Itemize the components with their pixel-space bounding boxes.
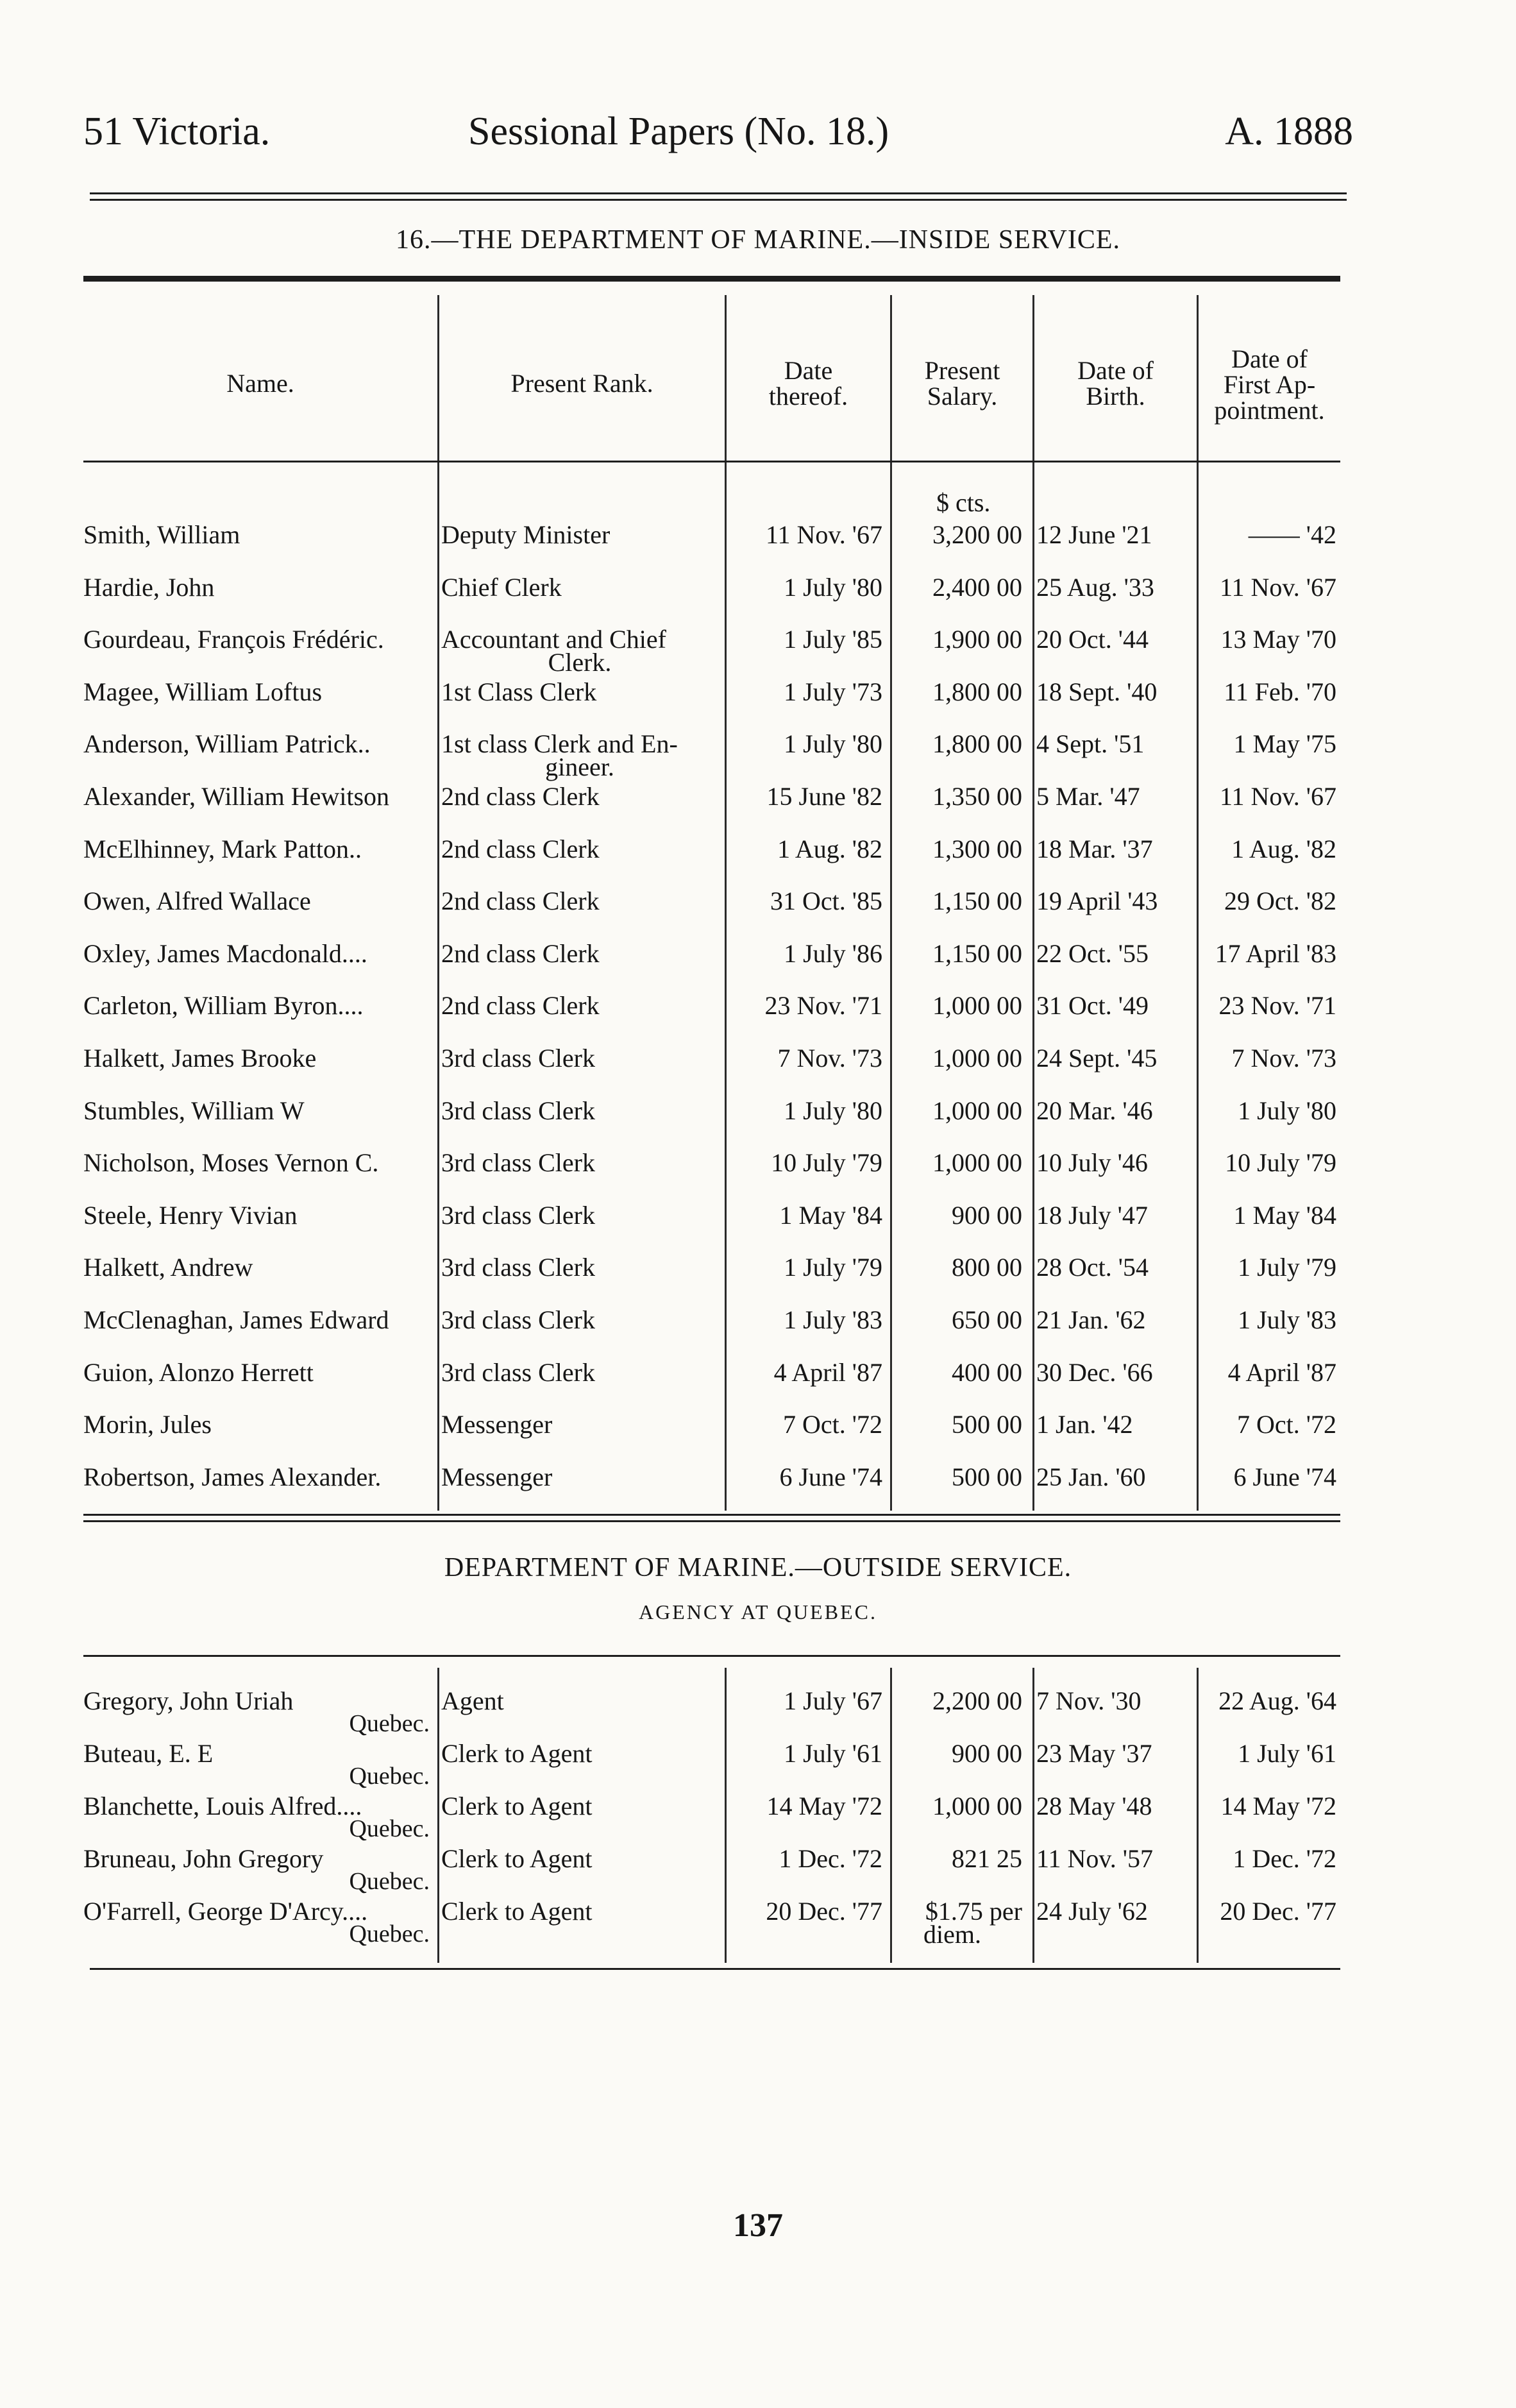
col-line-1: [437, 295, 439, 1511]
cell-first: 20 Dec. '77: [1220, 1897, 1336, 1926]
outside-service-title: DEPARTMENT OF MARINE.—OUTSIDE SERVICE.: [444, 1553, 1072, 1582]
cell-name: Oxley, James Macdonald....: [83, 940, 367, 968]
cell-date: 1 July '61: [784, 1740, 882, 1768]
col-header-name: Name.: [226, 369, 294, 398]
cell-salary: 1,000 00: [932, 992, 1022, 1020]
inside-service-title: 16.—THE DEPARTMENT OF MARINE.—INSIDE SERVICE.: [396, 225, 1120, 255]
cell-date: 1 July '80: [784, 1097, 882, 1125]
col-line-2: [725, 295, 727, 1511]
cell-name: Steele, Henry Vivian: [83, 1201, 298, 1230]
cell-birth: 12 June '21: [1036, 521, 1152, 549]
cell-first: —— '42: [1248, 521, 1336, 549]
page-number: 137: [733, 2207, 783, 2244]
cell-name: Magee, William Loftus: [83, 678, 323, 706]
cell-date: 1 May '84: [779, 1201, 882, 1230]
cell-date: 1 July '79: [784, 1253, 882, 1282]
cell-rank: 1st Class Clerk: [441, 678, 597, 706]
cell-first: 4 April '87: [1227, 1359, 1336, 1387]
cell-birth: 25 Jan. '60: [1036, 1463, 1146, 1491]
cell-name: Carleton, William Byron....: [83, 992, 364, 1020]
header-left: 51 Victoria.: [83, 110, 271, 153]
cell-date: 15 June '82: [766, 783, 882, 811]
cell-salary: 1,000 00: [932, 1097, 1022, 1125]
header-center: Sessional Papers (No. 18.): [468, 110, 889, 153]
cell-date: 20 Dec. '77: [766, 1897, 882, 1926]
cell-rank: Clerk to Agent: [441, 1740, 593, 1768]
cell-salary: 1,900 00: [932, 625, 1022, 654]
cell-salary: 1,150 00: [932, 887, 1022, 915]
cell-name: Alexander, William Hewitson: [83, 783, 390, 811]
cell-birth: 21 Jan. '62: [1036, 1306, 1146, 1334]
cell-birth: 22 Oct. '55: [1036, 940, 1149, 968]
cell-rank: Clerk to Agent: [441, 1845, 593, 1873]
cell-place: Quebec.: [349, 1815, 430, 1842]
cell-name: McClenaghan, James Edward: [83, 1306, 389, 1334]
cell-name: Morin, Jules: [83, 1411, 212, 1439]
cell-rank: Messenger: [441, 1463, 553, 1491]
cell-date: 1 July '83: [784, 1306, 882, 1334]
cell-birth: 7 Nov. '30: [1036, 1687, 1141, 1715]
cell-birth: 30 Dec. '66: [1036, 1359, 1153, 1387]
agency-subtitle: AGENCY AT QUEBEC.: [639, 1600, 877, 1624]
cell-date: 6 June '74: [779, 1463, 882, 1491]
cell-salary: $1.75 per: [925, 1897, 1022, 1926]
cell-name: Bruneau, John Gregory: [83, 1845, 324, 1873]
cell-birth: 28 May '48: [1036, 1792, 1152, 1820]
cell-first: 1 Dec. '72: [1233, 1845, 1336, 1873]
cell-birth: 20 Mar. '46: [1036, 1097, 1153, 1125]
cell-rank: 3rd class Clerk: [441, 1306, 595, 1334]
cell-first: 23 Nov. '71: [1218, 992, 1336, 1020]
inside-table-end-rule-2: [83, 1520, 1340, 1522]
cell-rank: 2nd class Clerk: [441, 835, 600, 863]
cell-rank: 2nd class Clerk: [441, 887, 600, 915]
cell-rank: Accountant and Chief: [441, 625, 666, 654]
cell-birth: 10 July '46: [1036, 1149, 1148, 1177]
cell-salary: 500 00: [952, 1411, 1022, 1439]
cell-salary: 800 00: [952, 1253, 1022, 1282]
cell-birth: 20 Oct. '44: [1036, 625, 1149, 654]
col-line-5: [1197, 295, 1199, 1511]
cell-salary: 500 00: [952, 1463, 1022, 1491]
cell-birth: 18 Sept. '40: [1036, 678, 1158, 706]
cell-rank: Deputy Minister: [441, 521, 611, 549]
cell-date: 31 Oct. '85: [770, 887, 882, 915]
cell-salary: 1,800 00: [932, 678, 1022, 706]
col-line-4: [1032, 295, 1034, 1511]
cell-birth: 24 Sept. '45: [1036, 1044, 1158, 1073]
cell-first: 7 Nov. '73: [1231, 1044, 1336, 1073]
salary-units: $ cts.: [936, 488, 991, 517]
col-header-birth: Date of Birth.: [1077, 356, 1154, 411]
outside-col-line-2: [725, 1668, 727, 1963]
cell-birth: 5 Mar. '47: [1036, 783, 1140, 811]
col-header-rank: Present Rank.: [510, 369, 653, 398]
cell-first: 1 Aug. '82: [1231, 835, 1336, 863]
cell-name: Guion, Alonzo Herrett: [83, 1359, 314, 1387]
cell-rank: Agent: [441, 1687, 504, 1715]
cell-first: 13 May '70: [1220, 625, 1336, 654]
outside-table-bottom-rule: [90, 1968, 1340, 1970]
cell-name: Halkett, Andrew: [83, 1253, 253, 1282]
outside-col-line-1: [437, 1668, 439, 1963]
col-header-date: Date thereof.: [768, 356, 848, 411]
cell-first: 17 April '83: [1215, 940, 1336, 968]
cell-name: O'Farrell, George D'Arcy....: [83, 1897, 368, 1926]
cell-date: 7 Oct. '72: [783, 1411, 882, 1439]
cell-salary: 1,350 00: [932, 783, 1022, 811]
cell-salary: 2,400 00: [932, 573, 1022, 602]
cell-date: 7 Nov. '73: [777, 1044, 882, 1073]
cell-name: Nicholson, Moses Vernon C.: [83, 1149, 379, 1177]
cell-date: 1 July '86: [784, 940, 882, 968]
cell-name: Gourdeau, François Frédéric.: [83, 625, 384, 654]
cell-salary: 900 00: [952, 1201, 1022, 1230]
cell-first: 1 July '80: [1238, 1097, 1336, 1125]
cell-date: 1 Aug. '82: [777, 835, 882, 863]
cell-date: 10 July '79: [771, 1149, 882, 1177]
cell-name: Owen, Alfred Wallace: [83, 887, 311, 915]
cell-first: 1 May '84: [1233, 1201, 1336, 1230]
cell-salary: 1,000 00: [932, 1044, 1022, 1073]
cell-rank: Clerk to Agent: [441, 1792, 593, 1820]
cell-place: Quebec.: [349, 1920, 430, 1947]
cell-birth: 28 Oct. '54: [1036, 1253, 1149, 1282]
col-line-3: [890, 295, 892, 1511]
cell-date: 1 July '67: [784, 1687, 882, 1715]
cell-first: 11 Nov. '67: [1219, 573, 1336, 602]
cell-birth: 18 July '47: [1036, 1201, 1148, 1230]
cell-first: 29 Oct. '82: [1224, 887, 1336, 915]
cell-rank: Chief Clerk: [441, 573, 562, 602]
running-head: [83, 109, 1353, 160]
cell-date: 23 Nov. '71: [764, 992, 882, 1020]
cell-date: 1 July '80: [784, 730, 882, 758]
cell-salary: 2,200 00: [932, 1687, 1022, 1715]
cell-name: Smith, William: [83, 521, 240, 549]
cell-name: Blanchette, Louis Alfred....: [83, 1792, 362, 1820]
cell-name: Robertson, James Alexander.: [83, 1463, 382, 1491]
cell-birth: 1 Jan. '42: [1036, 1411, 1133, 1439]
inside-table-end-rule-1: [83, 1514, 1340, 1516]
cell-name: Halkett, James Brooke: [83, 1044, 317, 1073]
cell-first: 14 May '72: [1220, 1792, 1336, 1820]
cell-birth: 24 July '62: [1036, 1897, 1148, 1926]
cell-date: 1 July '80: [784, 573, 882, 602]
cell-first: 1 July '79: [1238, 1253, 1336, 1282]
cell-salary: 400 00: [952, 1359, 1022, 1387]
cell-date: 4 April '87: [773, 1359, 882, 1387]
outside-col-line-3: [890, 1668, 892, 1963]
cell-birth: 23 May '37: [1036, 1740, 1152, 1768]
cell-rank: 3rd class Clerk: [441, 1359, 595, 1387]
cell-name: Stumbles, William W: [83, 1097, 305, 1125]
cell-salary: 1,150 00: [932, 940, 1022, 968]
cell-first: 1 July '83: [1238, 1306, 1336, 1334]
cell-rank: Clerk to Agent: [441, 1897, 593, 1926]
cell-date: 1 July '85: [784, 625, 882, 654]
cell-birth: 18 Mar. '37: [1036, 835, 1153, 863]
header-rule-bottom: [90, 199, 1347, 201]
cell-salary: 3,200 00: [932, 521, 1022, 549]
cell-rank: 3rd class Clerk: [441, 1253, 595, 1282]
header-rule-top: [90, 192, 1347, 194]
cell-salary-continued: diem.: [923, 1920, 981, 1949]
header-right: A. 1888: [1225, 110, 1353, 153]
cell-date: 14 May '72: [766, 1792, 882, 1820]
cell-first: 11 Feb. '70: [1224, 678, 1336, 706]
cell-rank-continued: Clerk.: [548, 649, 612, 677]
cell-first: 11 Nov. '67: [1219, 783, 1336, 811]
col-header-first-appointment: Date of First Ap- pointment.: [1214, 344, 1325, 425]
cell-salary: 1,300 00: [932, 835, 1022, 863]
cell-name: McElhinney, Mark Patton..: [83, 835, 362, 863]
cell-rank: 1st class Clerk and En-: [441, 730, 678, 758]
cell-place: Quebec.: [349, 1868, 430, 1895]
cell-name: Hardie, John: [83, 573, 215, 602]
cell-rank: Messenger: [441, 1411, 553, 1439]
cell-name: Buteau, E. E: [83, 1740, 214, 1768]
cell-birth: 11 Nov. '57: [1036, 1845, 1154, 1873]
cell-rank: 2nd class Clerk: [441, 992, 600, 1020]
cell-birth: 19 April '43: [1036, 887, 1158, 915]
col-header-salary: Present Salary.: [924, 356, 1000, 411]
cell-first: 1 May '75: [1233, 730, 1336, 758]
outside-col-line-4: [1032, 1668, 1034, 1963]
cell-first: 7 Oct. '72: [1237, 1411, 1336, 1439]
cell-date: 1 July '73: [784, 678, 882, 706]
cell-first: 6 June '74: [1233, 1463, 1336, 1491]
cell-place: Quebec.: [349, 1710, 430, 1737]
cell-salary: 650 00: [952, 1306, 1022, 1334]
cell-place: Quebec.: [349, 1763, 430, 1790]
cell-rank: 3rd class Clerk: [441, 1097, 595, 1125]
cell-salary: 1,000 00: [932, 1149, 1022, 1177]
cell-rank: 3rd class Clerk: [441, 1044, 595, 1073]
cell-first: 10 July '79: [1225, 1149, 1336, 1177]
header-bottom-rule: [83, 461, 1340, 462]
cell-first: 22 Aug. '64: [1218, 1687, 1336, 1715]
cell-name: Gregory, John Uriah: [83, 1687, 294, 1715]
cell-birth: 25 Aug. '33: [1036, 573, 1154, 602]
cell-rank-continued: gineer.: [545, 753, 614, 781]
table-top-rule: [83, 276, 1340, 282]
cell-salary: 900 00: [952, 1740, 1022, 1768]
cell-salary: 1,800 00: [932, 730, 1022, 758]
cell-birth: 4 Sept. '51: [1036, 730, 1145, 758]
outside-table-top-rule: [83, 1655, 1340, 1657]
cell-name: Anderson, William Patrick..: [83, 730, 371, 758]
cell-date: 1 Dec. '72: [779, 1845, 882, 1873]
cell-rank: 2nd class Clerk: [441, 783, 600, 811]
cell-rank: 3rd class Clerk: [441, 1201, 595, 1230]
cell-date: 11 Nov. '67: [765, 521, 882, 549]
cell-rank: 2nd class Clerk: [441, 940, 600, 968]
cell-salary: 821 25: [952, 1845, 1022, 1873]
cell-first: 1 July '61: [1238, 1740, 1336, 1768]
cell-salary: 1,000 00: [932, 1792, 1022, 1820]
cell-birth: 31 Oct. '49: [1036, 992, 1149, 1020]
cell-rank: 3rd class Clerk: [441, 1149, 595, 1177]
outside-col-line-5: [1197, 1668, 1199, 1963]
